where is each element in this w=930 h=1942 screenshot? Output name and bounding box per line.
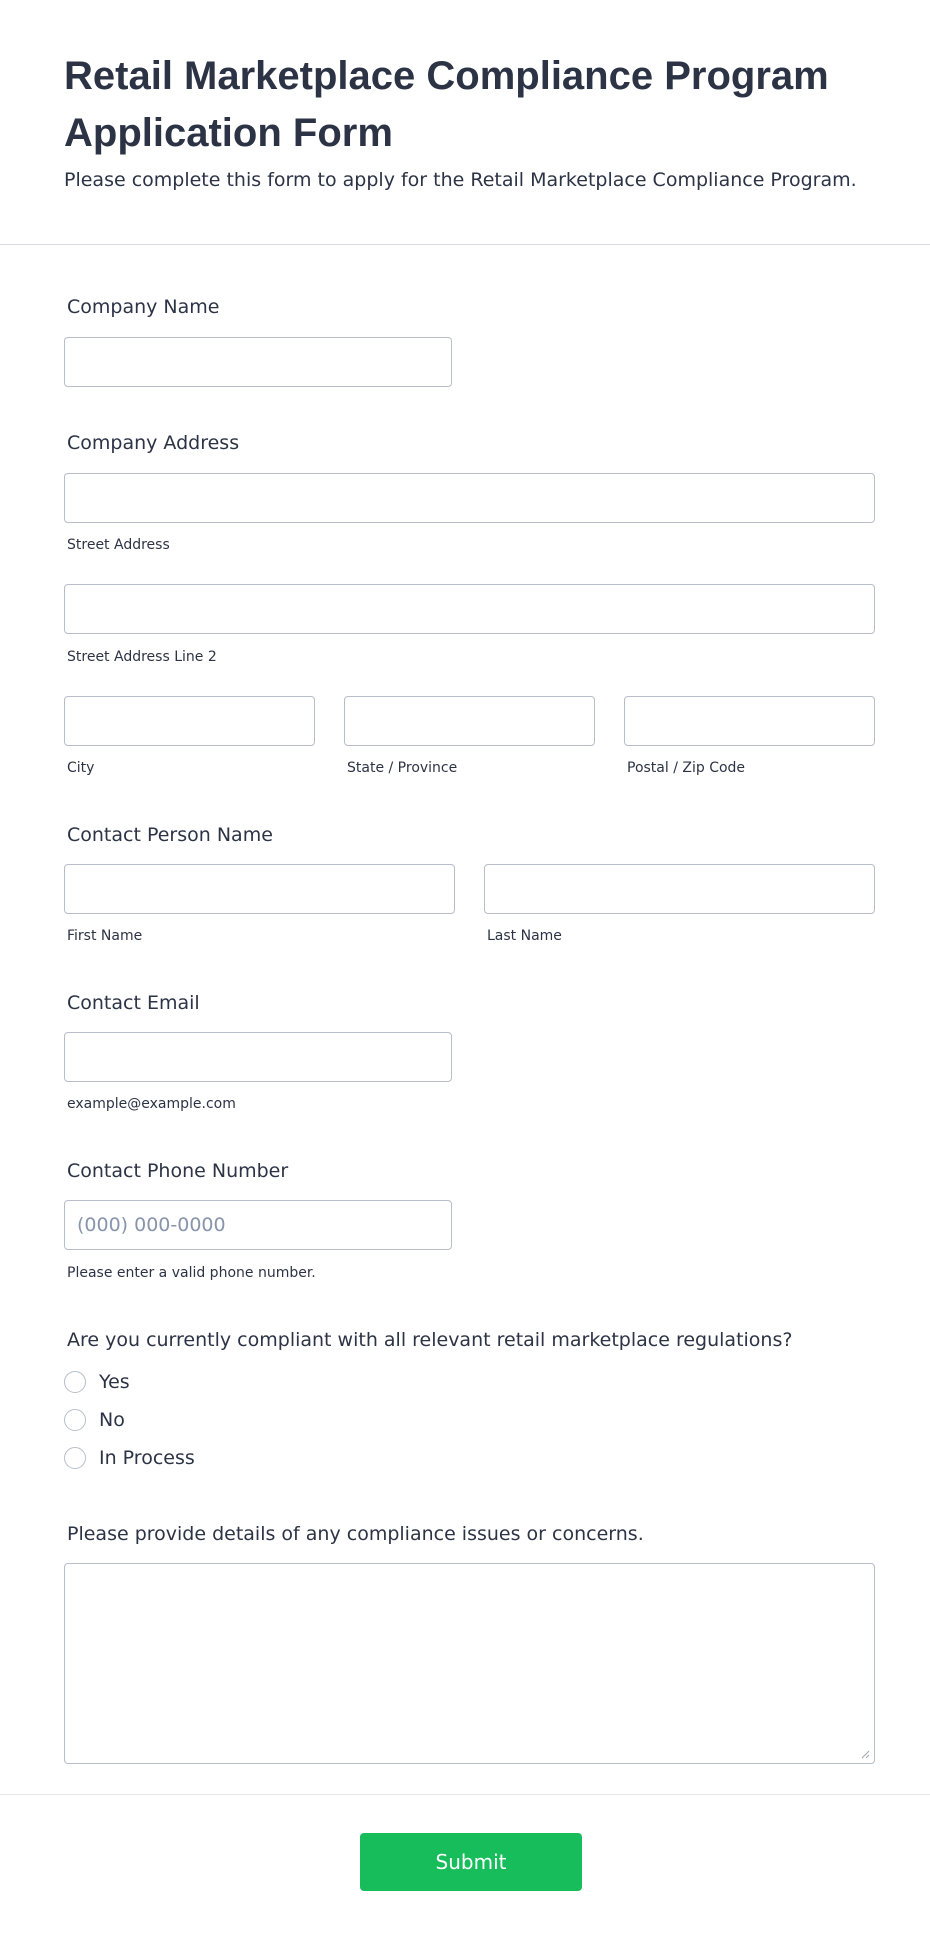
company-address-label: Company Address bbox=[67, 432, 240, 454]
city-sublabel: City bbox=[67, 760, 95, 776]
footer-divider bbox=[0, 1794, 930, 1795]
first-name-sublabel: First Name bbox=[67, 928, 143, 944]
street-address-line2-sublabel: Street Address Line 2 bbox=[67, 649, 217, 665]
compliance-details-label: Please provide details of any compliance issues or concerns. bbox=[67, 1523, 644, 1545]
postal-zip-input[interactable] bbox=[624, 696, 875, 746]
radio-label-yes: Yes bbox=[99, 1371, 130, 1393]
resize-grip-icon[interactable] bbox=[860, 1749, 870, 1759]
compliance-question-label: Are you currently compliant with all relevant retail marketplace regulations? bbox=[67, 1329, 793, 1351]
email-field[interactable] bbox=[64, 1032, 452, 1082]
email-sublabel: example@example.com bbox=[67, 1096, 236, 1112]
company-name-label: Company Name bbox=[67, 296, 220, 318]
page-subtitle: Please complete this form to apply for the Retail Marketplace Compliance Program. bbox=[64, 169, 857, 191]
contact-phone-label: Contact Phone Number bbox=[67, 1160, 289, 1182]
contact-person-label: Contact Person Name bbox=[67, 824, 273, 846]
radio-label-in-process: In Process bbox=[99, 1447, 195, 1469]
street-address-input[interactable] bbox=[64, 473, 875, 523]
form-header bbox=[0, 0, 930, 245]
postal-zip-sublabel: Postal / Zip Code bbox=[627, 760, 746, 776]
radio-button[interactable] bbox=[64, 1409, 86, 1431]
street-address-sublabel: Street Address bbox=[67, 537, 170, 553]
page-title: Retail Marketplace Compliance Program Application Form bbox=[64, 54, 829, 155]
street-address-line2-input[interactable] bbox=[64, 584, 875, 634]
state-province-sublabel: State / Province bbox=[347, 760, 458, 776]
radio-label-no: No bbox=[99, 1409, 125, 1431]
radio-option-no[interactable] bbox=[64, 1407, 125, 1433]
contact-email-label: Contact Email bbox=[67, 992, 200, 1014]
phone-input[interactable] bbox=[64, 1200, 452, 1250]
first-name-input[interactable] bbox=[64, 864, 455, 914]
radio-button[interactable] bbox=[64, 1447, 86, 1469]
phone-sublabel: Please enter a valid phone number. bbox=[67, 1265, 316, 1281]
last-name-sublabel: Last Name bbox=[487, 928, 562, 944]
last-name-input[interactable] bbox=[484, 864, 875, 914]
radio-option-yes[interactable] bbox=[64, 1369, 130, 1395]
state-province-input[interactable] bbox=[344, 696, 595, 746]
compliance-details-textarea[interactable] bbox=[64, 1563, 875, 1764]
company-name-input[interactable] bbox=[64, 337, 452, 387]
radio-option-in-process[interactable] bbox=[64, 1445, 195, 1471]
radio-button[interactable] bbox=[64, 1371, 86, 1393]
submit-button[interactable]: Submit bbox=[360, 1833, 582, 1891]
city-input[interactable] bbox=[64, 696, 315, 746]
